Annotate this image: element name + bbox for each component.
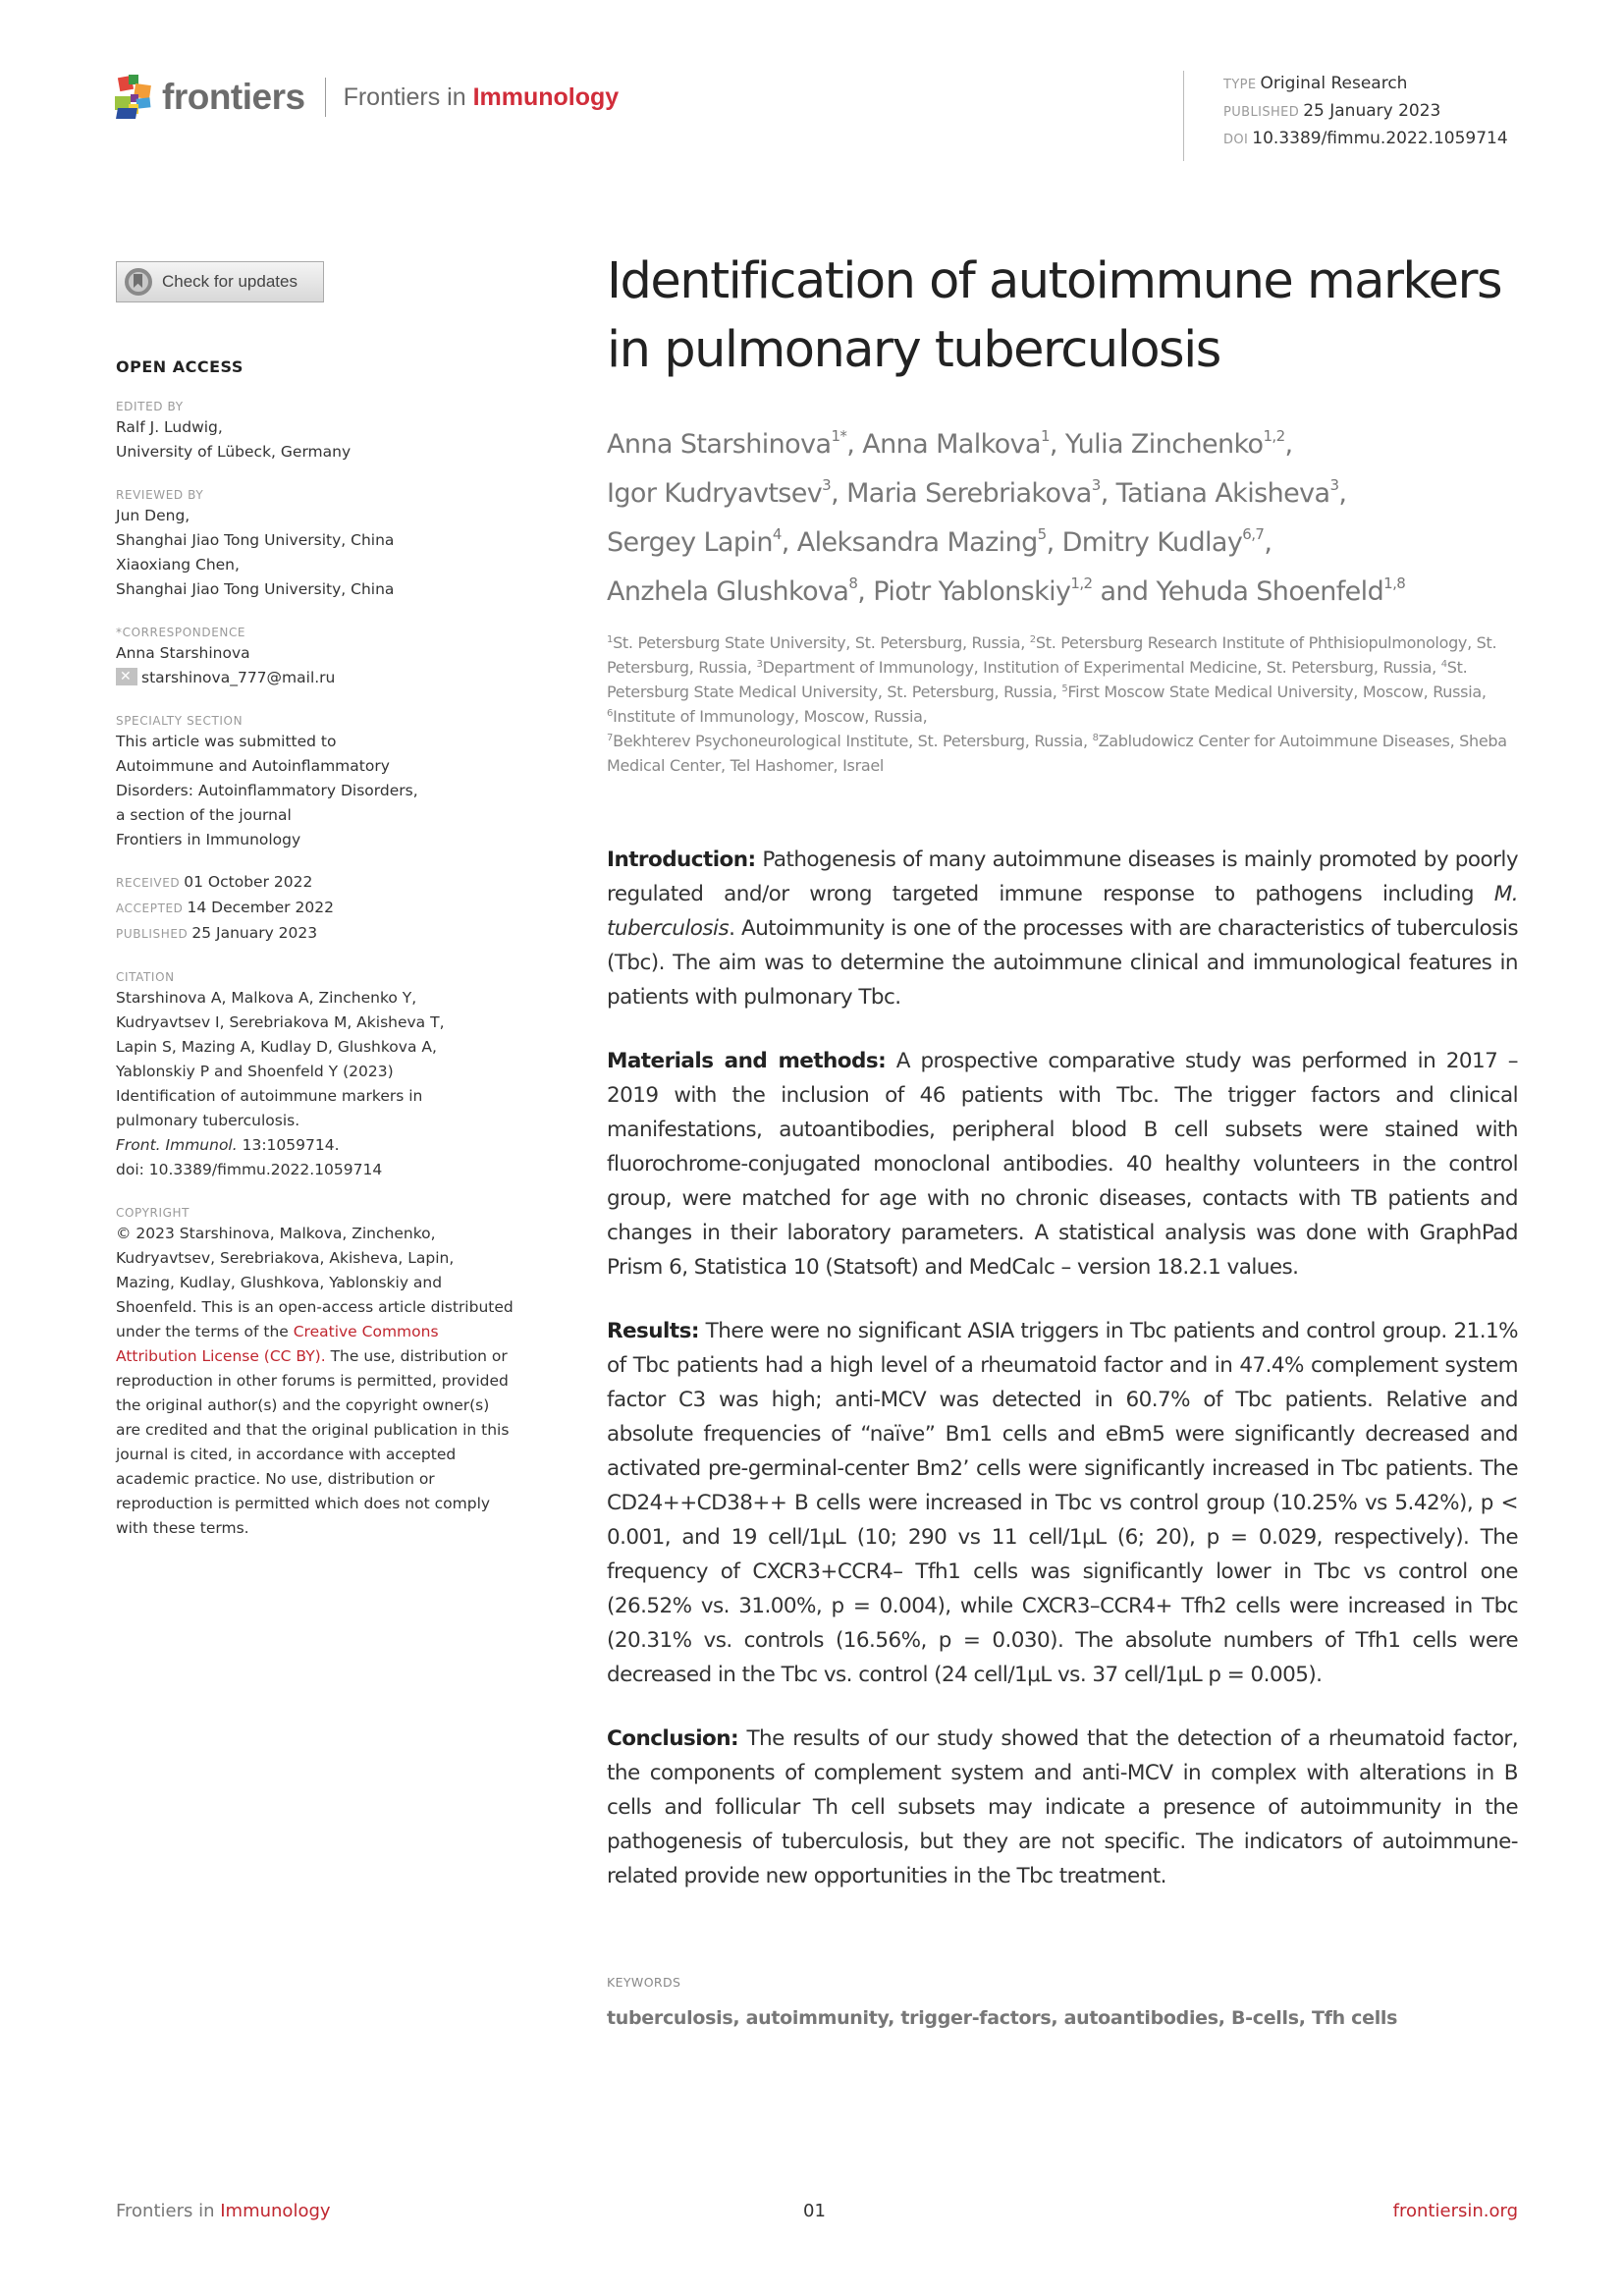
abstract-methods (607, 1044, 1518, 1285)
affiliation-text: St. Petersburg State University, St. Petersburg, Russia, (613, 633, 1030, 652)
article-type-row (1223, 71, 1508, 98)
citation-line: pulmonary tuberculosis. (116, 1112, 300, 1129)
footer-journal-name: Immunology (220, 2201, 331, 2221)
dates-block (116, 870, 509, 947)
specialty-line: Frontiers in Immunology (116, 831, 301, 848)
reviewed-by-label: REVIEWED BY (116, 488, 204, 502)
edited-by-label: EDITED BY (116, 400, 184, 413)
specialty-line: Disorders: Autoinflammatory Disorders, (116, 782, 418, 799)
abstract-introduction (607, 843, 1518, 1014)
section-text: Pathogenesis of many autoimmune diseases is mainly promoted by poorly regulated and/or wrong targeted immune response to pathogens including (607, 847, 1518, 906)
author-name: Yehuda Shoenfeld (1156, 576, 1384, 607)
journal-title (344, 83, 620, 112)
author-separator: , (1338, 478, 1347, 509)
author-name: Piotr Yablonskiy (873, 576, 1071, 607)
author-separator: , (1284, 429, 1293, 460)
author-separator: , (831, 478, 847, 509)
published-label: PUBLISHED (1223, 105, 1300, 120)
author-affiliation-sup: 3 (822, 476, 832, 494)
author-separator: , (1100, 478, 1116, 509)
citation-doi[interactable]: doi: 10.3389/fimmu.2022.1059714 (116, 1161, 383, 1178)
author[interactable] (797, 527, 1047, 558)
logo-wordmark: frontiers (162, 77, 305, 117)
author-affiliation-sup: 1,2 (1070, 574, 1093, 592)
author[interactable] (607, 478, 831, 509)
page-footer (116, 2201, 1518, 2230)
abstract-conclusion (607, 1722, 1518, 1893)
affiliation-number: 3 (756, 659, 763, 670)
author-name: Anzhela Glushkova (607, 576, 849, 607)
check-updates-label: Check for updates (162, 272, 298, 291)
citation-line: Kudryavtsev I, Serebriakova M, Akisheva T, (116, 1013, 445, 1031)
frontiers-logo-icon (115, 75, 154, 120)
author-affiliation-sup: 1 (1040, 427, 1050, 445)
section-text: . Autoimmunity is one of the processes with are characteristics of tuberculosis (Tbc). The aim was to determine the autoimmune clinical and immunological features in patients with pulmonary Tbc. (607, 916, 1518, 1010)
author-affiliation-sup: 1* (831, 427, 847, 445)
citation-line: Lapin S, Mazing A, Kudlay D, Glushkova A, (116, 1038, 437, 1056)
affiliation-number: 1 (607, 634, 614, 645)
affiliation-text: First Moscow State Medical University, Moscow, Russia, (1067, 683, 1487, 701)
author-separator: , (1049, 429, 1065, 460)
doi-label: DOI (1223, 133, 1249, 147)
author-name: Anna Starshinova (607, 429, 832, 460)
correspondence-label: *CORRESPONDENCE (116, 626, 246, 639)
section-text: A prospective comparative study was performed in 2017 – 2019 with the inclusion of 46 patients with Tbc. The trigger factors and clinical manifestations, autoantibodies, peripheral blood B cell subsets were stained with fluorochrome-conjugated monoclonal antibodies. 40 healthy volunteers in the control group, were matched for age with no chronic diseases, contacts with TB patients and changes in their laboratory parameters. A statistical analysis was done with GraphPad Prism 6, Statistica 10 (Statsoft) and MedCalc – version 18.2.1 values. (607, 1049, 1518, 1280)
copyright-label: COPYRIGHT (116, 1206, 190, 1220)
published-label: PUBLISHED (116, 927, 189, 941)
specialty-section-label: SPECIALTY SECTION (116, 714, 244, 728)
affiliation-number: 6 (607, 708, 614, 719)
sidebar (116, 261, 514, 1541)
affiliation-number: 4 (1440, 659, 1447, 670)
citation-volume: 13:1059714. (237, 1136, 340, 1154)
section-text: The results of our study showed that the detection of a rheumatoid factor, the components of complement system and anti-MCV in complex with alterations in B cells and follicular Th cell subsets may indicate a presence of autoimmunity in the pathogenesis of tuberculosis, but they are not specific. The indicators of autoimmune-related provide new opportunities in the Tbc treatment. (607, 1726, 1518, 1888)
author[interactable] (846, 478, 1101, 509)
edited-by-line: University of Lübeck, Germany (116, 443, 352, 461)
affiliation-text: Institute of Immunology, Moscow, Russia, (613, 707, 928, 726)
published-row (116, 921, 509, 947)
open-access-heading: OPEN ACCESS (116, 357, 244, 376)
author-separator: , (846, 429, 863, 460)
author-affiliation-sup: 3 (1091, 476, 1101, 494)
affiliation-text: St. Petersburg State Medical University, St. Petersburg, Russia, (607, 658, 1468, 701)
author[interactable] (862, 429, 1050, 460)
author-affiliation-sup: 6,7 (1242, 525, 1265, 543)
reviewed-by-line: Xiaoxiang Chen, (116, 556, 240, 574)
accepted-label: ACCEPTED (116, 902, 184, 915)
author[interactable] (1116, 478, 1339, 509)
keywords: tuberculosis, autoimmunity, trigger-factors, autoantibodies, B-cells, Tfh cells (607, 2007, 1398, 2029)
author-name: Tatiana Akisheva (1115, 478, 1330, 509)
article-title: Identification of autoimmune markers in pulmonary tuberculosis (607, 252, 1502, 379)
accepted-row (116, 896, 509, 921)
author[interactable] (607, 576, 857, 607)
section-label: Materials and methods: (607, 1049, 887, 1073)
affiliation-list (607, 630, 1518, 778)
affiliation-number: 8 (1092, 733, 1099, 743)
type-value: Original Research (1260, 74, 1408, 93)
section-text: There were no significant ASIA triggers in Tbc patients and control group. 21.1% of Tbc patients had a high level of a rheumatoid factor and in 47.4% complement system factor C3 was high; anti-MCV was detected in 60.7% of Tbc patients. Relative and absolute frequencies of “naïve” Bm1 cells and eBm5 were significantly decreased and activated pre-germinal-center Bm2’ cells were significantly increased in Tbc patients. The CD24++CD38++ B cells were increased in Tbc vs control group (10.25% vs 5.42%), p < 0.001, and 19 cell/1μL (10; 290 vs 11 cell/1μL (6; 20), p = 0.029, respectively). The frequency of CXCR3+CCR4– Tfh1 cells was significantly lower in Tbc vs control one (26.52% vs. 31.00%, p = 0.004), while CXCR3–CCR4+ Tfh2 cells were increased in Tbc (20.31% vs. controls (16.56%, p = 0.030). The absolute numbers of Tfh1 cells were decreased in the Tbc vs. control (24 cell/1μL vs. 37 cell/1μL p = 0.005). (607, 1319, 1518, 1687)
citation-label: CITATION (116, 970, 175, 984)
author-name: Maria Serebriakova (846, 478, 1092, 509)
author-separator: , (857, 576, 874, 607)
citation-line: Starshinova A, Malkova A, Zinchenko Y, (116, 989, 417, 1007)
author-name: Anna Malkova (862, 429, 1041, 460)
author-name: Dmitry Kudlay (1061, 527, 1243, 558)
affiliation-text: Department of Immunology, Institution of Experimental Medicine, St. Petersburg, Russia, (762, 658, 1441, 677)
copyright-text-part: © 2023 Starshinova, Malkova, Zinchenko, Kudryavtsev, Serebriakova, Akisheva, Lapin, Mazing, Kudlay, Glushkova, Yablonskiy and Shoenfeld. This is an open-access article distributed under the terms of the (116, 1225, 514, 1340)
received-value: 01 October 2022 (184, 873, 313, 891)
doi-link[interactable]: 10.3389/fimmu.2022.1059714 (1252, 129, 1508, 148)
citation-line: Identification of autoimmune markers in (116, 1087, 423, 1105)
affiliation-text: Zabludowicz Center for Autoimmune Diseases, Sheba Medical Center, Tel Hashomer, Israel (607, 732, 1507, 775)
citation-line: Yablonskiy P and Shoenfeld Y (2023) (116, 1063, 394, 1080)
correspondence-email-row (116, 666, 509, 690)
reviewed-by-line: Shanghai Jiao Tong University, China (116, 580, 395, 598)
copyright-text (116, 1222, 516, 1541)
reviewed-by-line: Shanghai Jiao Tong University, China (116, 531, 395, 549)
edited-by-line: Ralf J. Ludwig, (116, 418, 223, 436)
author-name: Yulia Zinchenko (1064, 429, 1264, 460)
logo-divider (325, 78, 326, 117)
article-main (607, 247, 1518, 1923)
published-row (1223, 98, 1508, 126)
author-separator: , (1046, 527, 1062, 558)
reviewed-by-line: Jun Deng, (116, 507, 190, 524)
bookmark-check-icon (125, 268, 152, 296)
footer-journal-prefix: Frontiers in (116, 2201, 221, 2221)
footer-site-link[interactable]: frontiersin.org (1392, 2201, 1518, 2221)
footer-journal (116, 2201, 331, 2221)
check-for-updates-button[interactable] (116, 261, 324, 302)
author-affiliation-sup: 5 (1037, 525, 1047, 543)
author-separator: , (1264, 527, 1272, 558)
affiliation-text: St. Petersburg Research Institute of Phthisiopulmonology, St. Petersburg, Russia, (607, 633, 1497, 677)
copyright-text-part: The use, distribution or reproduction in other forums is permitted, provided the original author(s) and the copyright owner(s) are credited and that the original publication in this journal is cited, in accordance with accepted academic practice. No use, distribution or reproduction is permitted which does not comply with these terms. (116, 1347, 510, 1537)
author-affiliation-sup: 8 (848, 574, 858, 592)
section-label: Conclusion: (607, 1726, 739, 1751)
journal-name: Immunology (472, 82, 620, 111)
accepted-value: 14 December 2022 (187, 899, 334, 916)
author-name: Sergey Lapin (607, 527, 773, 558)
author[interactable] (1065, 429, 1285, 460)
author-list (607, 420, 1518, 617)
author-separator: and (1092, 576, 1157, 607)
specialty-line: a section of the journal (116, 806, 292, 824)
specialty-line: This article was submitted to (116, 733, 337, 750)
correspondence-email-link[interactable]: starshinova_777@mail.ru (141, 669, 336, 686)
affiliation-number: 2 (1029, 634, 1036, 645)
section-label: Introduction: (607, 847, 756, 872)
author[interactable] (607, 429, 846, 460)
published-value: 25 January 2023 (1303, 101, 1441, 121)
author-name: Igor Kudryavtsev (607, 478, 823, 509)
citation-journal: Front. Immunol. (116, 1136, 238, 1154)
citation-journal-row (116, 1133, 509, 1158)
page-number: 01 (803, 2201, 826, 2221)
received-label: RECEIVED (116, 876, 181, 890)
author-affiliation-sup: 1,8 (1383, 574, 1406, 592)
author[interactable] (1062, 527, 1265, 558)
specialty-line: Autoimmune and Autoinflammatory (116, 757, 390, 775)
affiliation-number: 5 (1061, 683, 1068, 694)
author-separator: , (781, 527, 797, 558)
affiliation-number: 7 (607, 733, 614, 743)
author-affiliation-sup: 4 (772, 525, 782, 543)
journal-prefix: Frontiers in (343, 82, 473, 111)
type-label: TYPE (1223, 78, 1257, 92)
abstract-results (607, 1314, 1518, 1692)
affiliation-text: Bekhterev Psychoneurological Institute, St. Petersburg, Russia, (613, 732, 1093, 750)
doi-row (1223, 126, 1508, 153)
author[interactable] (873, 576, 1092, 607)
frontiers-logo[interactable] (115, 73, 619, 122)
cc-by-license-link[interactable]: Creative Commons Attribution License (CC BY). (116, 1323, 439, 1365)
author[interactable] (1156, 576, 1405, 607)
received-row (116, 870, 509, 896)
abstract (607, 843, 1518, 1893)
section-label: Results: (607, 1319, 699, 1343)
correspondence-name: Anna Starshinova (116, 644, 250, 662)
author-affiliation-sup: 3 (1329, 476, 1339, 494)
envelope-icon (116, 668, 137, 685)
species-name: M. tuberculosis (607, 882, 1518, 941)
keywords-label: KEYWORDS (607, 1975, 681, 1990)
author-name: Aleksandra Mazing (796, 527, 1038, 558)
author-affiliation-sup: 1,2 (1263, 427, 1285, 445)
published-value: 25 January 2023 (191, 924, 318, 942)
article-meta (1183, 71, 1508, 161)
author[interactable] (607, 527, 782, 558)
